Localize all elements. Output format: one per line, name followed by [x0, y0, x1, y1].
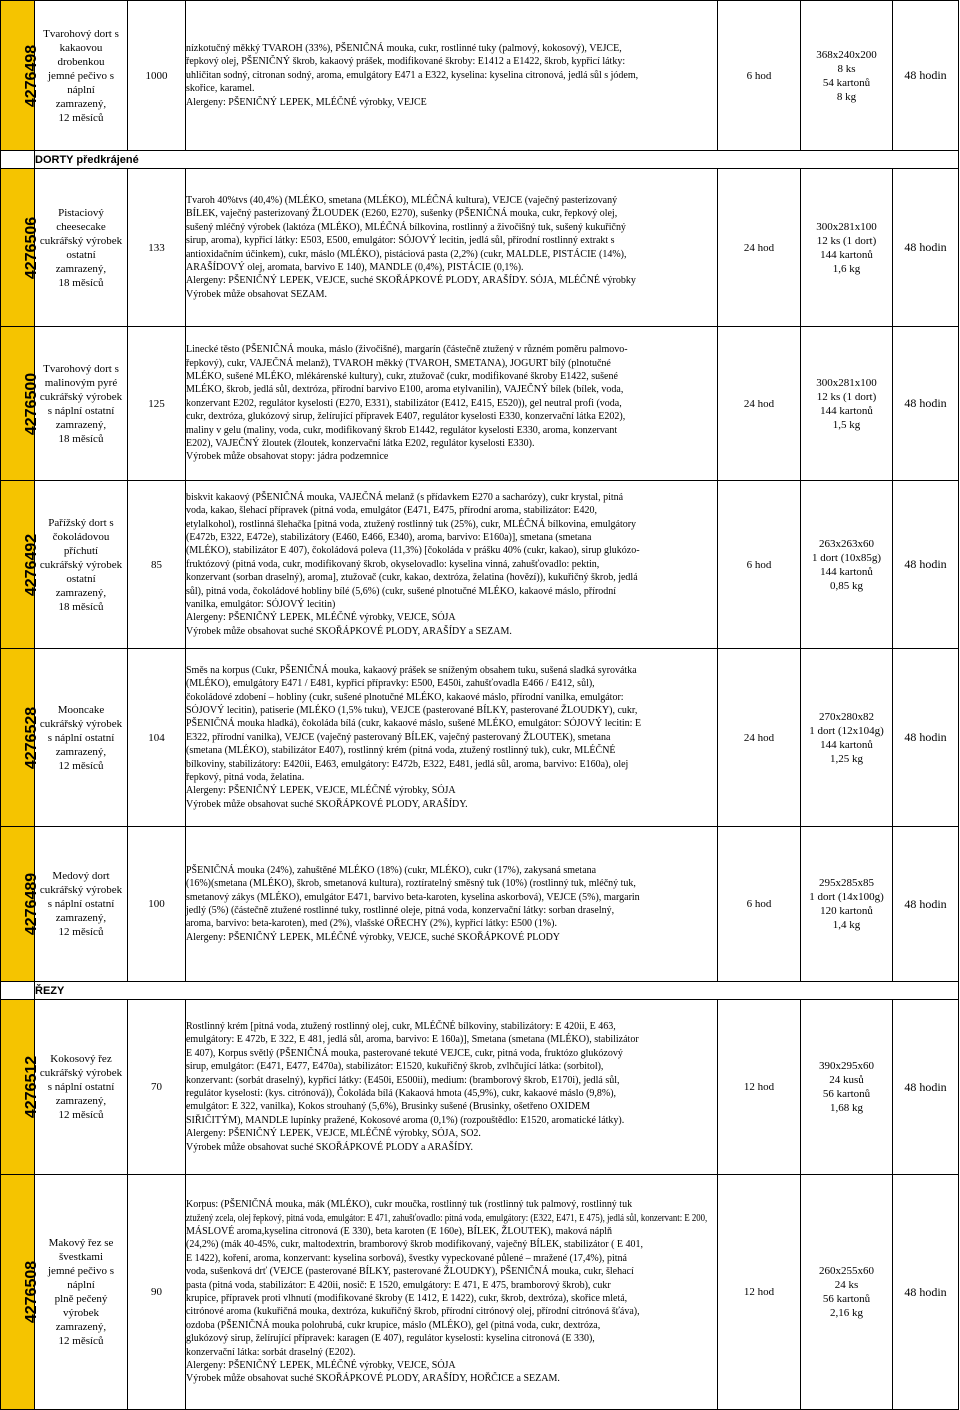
packaging-line: 8 kg	[836, 90, 857, 103]
ingredient-line: aroma, barvivo: beta-karoten), med (2%), vlašské OŘECHY (2%), kypřicí látky: E500 (1%).	[186, 918, 557, 930]
packaging-line: 12 ks (1 dort)	[816, 234, 877, 247]
product-code-cell	[1, 327, 41, 481]
ingredient-line: ARAŠÍDOVÝ olej, aromata, barvivo E 140), MANDLE (0,4%), PISTÁCIE (0,1%).	[186, 261, 524, 273]
product-name-line: švestkami	[59, 1251, 103, 1263]
ingredient-line: Směs na korpus (Cukr, PŠENIČNÁ mouka, kakaový prášek se sníženým obsahem tuku, sušená sladká syrovátka	[186, 664, 637, 676]
packaging-line: 1,4 kg	[832, 919, 861, 931]
ingredient-line: sirup, aroma), kypřicí látky: E503, E500, emulgátor: SÓJOVÝ lecitin, jedlá sůl, přírodní rostlinný extrakt s	[186, 235, 615, 247]
product-name-line: drobenkou	[57, 55, 105, 68]
product-name-line: 12 měsíců	[58, 926, 104, 938]
ingredient-line: Výrobek může obsahovat suché SKOŘÁPKOVÉ PLODY, ARAŠÍDY.	[186, 798, 468, 810]
ingredient-line: čokoládové zdobení – hobliny (cukr, sušené plnotučné MLÉKO, kakaové máslo, přírodní vanilka, emulgátor:	[186, 691, 624, 703]
product-name-line: zamrazený,	[55, 1321, 107, 1333]
product-row	[1, 169, 959, 327]
product-name-line: 12 měsíců	[58, 1335, 104, 1347]
packaging-info	[801, 827, 893, 982]
ingredient-line: E202), VAJEČNÝ žloutek (žloutek, konzervační látka E202, regulátor kyselosti E330).	[186, 438, 535, 450]
product-name-line: cukrářský výrobek	[39, 558, 123, 571]
packaging-line: 144 kartonů	[820, 404, 873, 417]
ingredient-line: E 1422), koření, aroma, konzervant: kyselina sorbová), švestky vypeckované půlené – mražené (17,4%), pitná	[186, 1252, 627, 1264]
ingredient-line: Alergeny: PŠENIČNÝ LEPEK, VEJCE, MLÉČNÉ výrobky, SÓJA, SO2.	[186, 1128, 481, 1140]
product-name-line: cukrářský výrobek	[39, 884, 123, 896]
product-name-line: zamrazený,	[55, 912, 107, 924]
ingredient-line: konzervant E202, regulátor kyselosti (E270, E331), stabilizátor (E412, E415, E520)), gel neutral profi (voda,	[186, 397, 622, 409]
product-code: 4276498	[23, 44, 41, 107]
ingredient-line: (24,2%) (mák 40-45%, cukr, maltodextrin, bramborový škrob modifikovaný, vaječný BÍLEK, stabilizátor ( E 401,	[186, 1239, 643, 1251]
ingredient-line: E322, přírodní vanilka), VEJCE (vaječný pasterovaný BÍLEK, vaječný pasterovaný ŽLOUTEK), smetana	[186, 731, 611, 743]
product-name-line: zamrazený,	[55, 745, 107, 758]
ingredient-line: Alergeny: PŠENIČNÝ LEPEK, MLÉČNÉ výrobky, VEJCE, suché SKOŘÁPKOVÉ PLODY	[186, 931, 561, 943]
packaging-line: 24 kusů	[829, 1074, 864, 1086]
product-name-line: 18 měsíců	[58, 276, 104, 289]
product-name-line: jemné pečivo s	[48, 1265, 114, 1277]
ingredient-line: (MLÉKO), emulgátory E471 / E481, kypřicí přípravky: E500, E450i, zahušťovadla E466 / E412, sůl),	[186, 678, 595, 690]
product-name-line: Makový řez se	[48, 1237, 114, 1249]
thaw-time: 12 hod	[718, 1175, 801, 1410]
product-name-line: ostatní	[66, 248, 96, 261]
product-name-line: zamrazený,	[55, 97, 107, 110]
ingredient-line: sušený mléčný výrobek (laktóza (MLÉKO), MLÉČNÁ bílkovina, rostlinný a živočišný tuk, sušený kukuřičný	[186, 221, 626, 233]
product-name-line: Pistaciový	[58, 206, 104, 219]
ingredient-line: Výrobek může obsahovat stopy: jádra podzemnice	[186, 451, 389, 463]
product-code-cell	[1, 481, 41, 649]
packaging-line: 2,16 kg	[830, 1307, 863, 1319]
thaw-time: 6 hod	[718, 827, 801, 982]
ingredient-line: skořice, karamel.	[186, 83, 255, 95]
packaging-line: 24 ks	[834, 1279, 859, 1291]
ingredient-line: fruktózový (pitná voda, cukr, modifikovaný škrob, okyselovadlo: kyselina vinná, zahušťovadlo: pektin,	[186, 558, 600, 570]
section-title: DORTY předkrájené	[35, 151, 959, 169]
expiry-after-thaw: 48 hodin	[893, 1175, 959, 1410]
product-name-line: cukrářský výrobek	[39, 390, 123, 403]
ingredient-line: PŠENIČNÁ mouka (24%), zahuštěné MLÉKO (18%) (cukr, MLÉKO), cukr (17%), zakysaná smetana	[186, 864, 597, 876]
product-row	[1, 649, 959, 827]
product-name-line: čokoládovou	[52, 530, 110, 543]
ingredient-line: Alergeny: PŠENIČNÝ LEPEK, MLÉČNÉ výrobky, VEJCE, SÓJA	[186, 1360, 456, 1372]
ingredient-line: voda, sušenková drť (VEJCE (pasterované BÍLKY, pasterované ŽLOUDKY), PŠENIČNÁ mouka, cukr, šlehací	[186, 1266, 634, 1278]
packaging-line: 12 ks (1 dort)	[816, 390, 877, 403]
ingredient-line: uhličitan sodný, citronan sodný, aroma, emulgátory E471 a E322, kyselina: kyselina citronová, jedlá sůl s jódem,	[186, 69, 639, 81]
product-name-line: Kokosový řez	[50, 1053, 112, 1065]
product-name-line: cukrářský výrobek	[39, 717, 123, 730]
ingredient-line: Rostlinný krém [pitná voda, ztužený rostlinný olej, cukr, MLÉČNÉ bílkoviny, stabilizátory: E 420ii, E 463,	[186, 1020, 616, 1032]
ingredient-line: E 407), Korpus světlý (PŠENIČNÁ mouka, pasterované tekuté VEJCE, cukr, pitná voda, fruktózo glukózový	[186, 1047, 623, 1059]
product-name	[35, 1000, 128, 1175]
ingredient-line: konzervant: (sorbát draselný), kypřicí látky: (E450i, E500ii), medium: (bramborový škrob, E170i), jedlá sůl,	[186, 1074, 620, 1086]
ingredient-line: regulátor kyselosti: (kys. citrónová)), Čokoláda bílá (Kakaová hmota (45,9%), cukr, kakaové máslo (9,8%),	[186, 1088, 617, 1099]
thaw-time: 24 hod	[718, 649, 801, 827]
section-row	[1, 982, 959, 1000]
product-weight: 70	[128, 1000, 186, 1175]
ingredient-line: bílkoviny, stabilizátory: E420ii, E463, emulgátory: E472b, E322, E481, jedlá sůl, aroma, barvivo: E160a), olej	[186, 758, 629, 770]
product-name-line: plně pečený	[54, 1293, 108, 1305]
ingredient-line: emulgátory: E 472b, E 322, E 481, jedlá sůl, aroma, barvivo: E 160a)], Smetana (smetana (MLÉKO), stabilizátor	[186, 1034, 639, 1046]
product-name-line: s náplní ostatní	[47, 898, 115, 910]
product-code: 4276508	[23, 1260, 41, 1324]
product-weight: 133	[128, 169, 186, 327]
packaging-line: 1 dort (12x104g)	[809, 724, 884, 737]
product-ingredients	[186, 1175, 718, 1410]
product-name	[35, 1, 128, 151]
product-name	[35, 169, 128, 327]
thaw-time: 12 hod	[718, 1000, 801, 1175]
product-name	[35, 481, 128, 649]
product-weight: 90	[128, 1175, 186, 1410]
packaging-line: 1,6 kg	[832, 262, 861, 275]
thaw-time: 24 hod	[718, 327, 801, 481]
product-ingredients	[186, 327, 718, 481]
ingredient-line: cukr, dextróza, glukózový sirup, želírující přípravek E407, regulátor kyselosti E330, konzervační látka E202),	[186, 411, 626, 423]
packaging-line: 56 kartonů	[822, 1293, 871, 1305]
product-name-line: zamrazený,	[55, 418, 107, 431]
product-name-line: jemné pečivo s	[48, 69, 114, 82]
ingredient-line: řepkový olej, PŠENIČNÝ škrob, kakaový prášek, modifikované škroby: E1412 a E1422, škrob, kypřicí látky:	[186, 56, 626, 68]
product-ingredients	[186, 649, 718, 827]
ingredient-line: řepkový), cukr, VAJEČNÁ melanž), TVAROH měkký (TVAROH, SMETANA), JOGURT bílý (plnotučné	[186, 357, 611, 369]
ingredient-line: BÍLEK, vaječný pasterizovaný ŽLOUDEK (E260, E270), sušenky (PŠENIČNÁ mouka, cukr, řepkový olej,	[186, 208, 618, 220]
product-weight: 1000	[128, 1, 186, 151]
expiry-after-thaw: 48 hodin	[893, 327, 959, 481]
packaging-line: 260x255x60	[819, 1265, 874, 1277]
product-name-line: Pařížský dort s	[48, 516, 114, 529]
ingredient-line: SIŘIČITÝM), MANDLE lupínky pražené, Kokosové aroma (0,1%) (rozpouštědlo: E1520, aromatické látky).	[186, 1114, 625, 1126]
ingredient-line: Alergeny: PŠENIČNÝ LEPEK, MLÉČNÉ výrobky, VEJCE, SÓJA	[186, 612, 456, 624]
product-name-line: Medový dort	[52, 870, 110, 882]
packaging-line: 144 kartonů	[820, 738, 873, 751]
product-ingredients	[186, 1, 718, 151]
product-code-cell	[1, 1175, 41, 1410]
product-code: 4276528	[23, 706, 41, 769]
ingredient-line: sůl), pitná voda, čokoládové hobliny bílé (5,6%) (cukr, sušené plnotučné MLÉKO, kakaové máslo, přírodní	[186, 585, 617, 597]
product-name-line: s náplní ostatní	[47, 731, 115, 744]
ingredient-line: (smetana (MLÉKO), stabilizátor E407), rostlinný krém (pitná voda, ztužený rostlinný tuk), cukr, MLÉČNÉ	[186, 745, 616, 757]
product-name-line: zamrazený,	[55, 1095, 107, 1107]
ingredient-line: maliny v gelu (maliny, voda, cukr, modifikovaný škrob E1442, regulátor kyselosti E330, aroma, konzervant	[186, 424, 618, 436]
product-name	[35, 1175, 128, 1410]
product-name-line: náplní	[67, 1279, 95, 1291]
ingredient-line: PŠENIČNÁ mouka hladká), čokoláda bílá (cukr, kakaové máslo, sušené MLÉKO, emulgátor: SÓJOVÝ lecitin: E	[186, 718, 642, 730]
product-name-line: cukrářský výrobek	[39, 1067, 123, 1079]
packaging-info	[801, 169, 893, 327]
product-name-line: Mooncake	[57, 703, 105, 716]
expiry-after-thaw: 48 hodin	[893, 481, 959, 649]
product-weight: 85	[128, 481, 186, 649]
ingredient-line: MÁSLOVÉ aroma,kyselina citronová (E 330), beta karoten (E 160e), BÍLEK, ŽLOUTEK), maková náplň	[186, 1225, 613, 1237]
ingredient-line: glukózový sirup, želírující přípravek: karagen (E 407), regulátor kyselosti: kyselina citronová (E 330),	[186, 1333, 595, 1345]
packaging-line: 144 kartonů	[820, 248, 873, 261]
ingredient-line: Korpus: (PŠENIČNÁ mouka, mák (MLÉKO), cukr moučka, rostlinný tuk (rostlinný tuk palmový, rostlinný tuk	[186, 1199, 633, 1211]
thaw-time: 6 hod	[718, 481, 801, 649]
packaging-line: 1,68 kg	[830, 1102, 863, 1114]
ingredient-line: (E472b, E322, E472e), stabilizátory (E460, E466, E340), aroma, barvivo: E160a)], smetana (smetana	[186, 531, 592, 543]
product-name-line: příchutí	[63, 544, 99, 557]
product-name-line: 12 měsíců	[58, 111, 104, 124]
thaw-time: 6 hod	[718, 1, 801, 151]
section-spacer	[1, 151, 35, 169]
ingredient-line: sirup, emulgátor: (E471, E477, E470a), stabilizátor: E1520, kukuřičný škrob, zvlhčující látka: (sorbitol),	[186, 1061, 604, 1073]
ingredient-line: emulgátor: E 322, vanilka), Kokos strouhaný (5,6%), Brusinky sušené (Brusinky, ošetřeno OXIDEM	[186, 1101, 591, 1113]
product-name-line: cheesecake	[56, 220, 106, 233]
product-name	[35, 827, 128, 982]
packaging-line: 120 kartonů	[820, 905, 873, 917]
product-name	[35, 649, 128, 827]
packaging-line: 54 kartonů	[822, 76, 871, 89]
product-name-line: malinovým pyré	[44, 376, 118, 389]
packaging-line: 295x285x85	[819, 877, 874, 889]
product-code-cell	[1, 1, 41, 151]
ingredient-line: Alergeny: PŠENIČNÝ LEPEK, MLÉČNÉ výrobky, VEJCE	[186, 96, 427, 108]
section-title: ŘEZY	[35, 982, 959, 1000]
packaging-line: 0,85 kg	[830, 579, 863, 592]
ingredient-line: Linecké těsto (PŠENIČNÁ mouka, máslo (živočišné), margarín (částečně ztužený v různém poměru palmovo-	[186, 344, 628, 356]
product-code-cell	[1, 1000, 41, 1175]
packaging-info	[801, 649, 893, 827]
product-table-body	[1, 1, 959, 1410]
ingredient-line: MLÉKO, škrob, jedlá sůl, dextróza, přírodní barvivo E100, aroma etylvanilin), VAJEČNÝ bílek (bílek, voda,	[186, 384, 624, 396]
product-weight: 125	[128, 327, 186, 481]
packaging-line: 8 ks	[837, 62, 856, 75]
ingredient-line: krupice, přípravek proti vlhnutí (modifikované škroby (E 1412, E 1422), cukr, škrob, dextróza), skořice mletá,	[186, 1293, 628, 1304]
expiry-after-thaw: 48 hodin	[893, 1000, 959, 1175]
ingredient-line: ozdoba (PŠENIČNÁ mouka polohrubá, cukr krupice, máslo (MLÉKO), gel (pitná voda, cukr, dextróza,	[186, 1319, 601, 1331]
thaw-time: 24 hod	[718, 169, 801, 327]
product-code-cell	[1, 169, 41, 327]
product-ingredients	[186, 1000, 718, 1175]
product-name-line: 12 měsíců	[58, 1109, 104, 1121]
expiry-after-thaw: 48 hodin	[893, 1, 959, 151]
ingredient-line: antioxidačním účinkem), cukr, máslo (MLÉKO), pistáciová pasta (2,2%) (cukr, MALDLE, PISTÁCIE (14%),	[186, 248, 627, 260]
packaging-line: 300x281x100	[816, 220, 877, 233]
packaging-line: 1,25 kg	[830, 752, 863, 765]
product-name-line: zamrazený,	[55, 262, 107, 275]
product-row	[1, 827, 959, 982]
product-code: 4276512	[23, 1055, 41, 1119]
product-name-line: cukrářský výrobek	[39, 234, 123, 247]
ingredient-line: voda, kakao, šlehací přípravek (pitná voda, emulgátor (E471, E475, přírodní aroma, stabilizátor: E420,	[186, 505, 598, 517]
ingredient-line: řepkový, pitná voda, želatina.	[186, 772, 305, 784]
packaging-info	[801, 1000, 893, 1175]
packaging-line: 1 dort (10x85g)	[811, 551, 882, 564]
product-row	[1, 1175, 959, 1410]
packaging-line: 56 kartonů	[822, 1088, 871, 1100]
product-code-cell	[1, 649, 41, 827]
ingredient-line: citrónové aroma (kukuřičná mouka, dextróza, kukuřičný škrob, přírodní citrónový olej, přírodní citrónová šťáva),	[186, 1306, 640, 1318]
product-name-line: 18 měsíců	[58, 432, 104, 445]
product-code: 4276492	[23, 533, 41, 596]
ingredient-line: Výrobek může obsahovat SEZAM.	[186, 288, 328, 300]
product-code-cell	[1, 827, 41, 982]
product-ingredients	[186, 827, 718, 982]
ingredient-line: MLÉKO, sušené MLÉKO, mlékárenské kultury), cukr, ztužovač (cukr, modifikované škroby E1422, sušené	[186, 370, 618, 382]
packaging-line: 1,5 kg	[832, 418, 861, 431]
ingredient-line: pasta (pitná voda, stabilizátor: E 420ii, nosič: E 1520, emulgátory: E 471, E 475, bramborový škrob), cukr	[186, 1279, 611, 1291]
ingredient-line: konzervant (sorban draselný), aroma], ztužovač (cukr, kakao, dextróza, želatina (hovězí)), kukuřičný škrob, jedlá	[186, 572, 638, 584]
packaging-info	[801, 327, 893, 481]
product-name	[35, 327, 128, 481]
expiry-after-thaw: 48 hodin	[893, 169, 959, 327]
section-row	[1, 151, 959, 169]
ingredient-line: SÓJOVÝ lecitin), patiserie (MLÉKO (1,5% tuku), VEJCE (pasterované BÍLKY, pasterované ŽLOUDKY), cukr,	[186, 704, 638, 716]
ingredient-line: (16%)(smetana (MLÉKO), škrob, smetanová kultura), roztíratelný směsný tuk (10%) (rostlinný tuk, mléčný tuk,	[186, 878, 636, 890]
packaging-line: 300x281x100	[816, 376, 877, 389]
product-name-line: náplní	[67, 83, 95, 96]
ingredient-line: smetanový zákys (MLÉKO), emulgátor E471, barvivo beta-karoten, kyselina askorbová), VEJCE (5%), margarin	[186, 891, 640, 903]
ingredient-line: konzervační látka: sorbát draselný (E202).	[186, 1346, 356, 1358]
product-row	[1, 1, 959, 151]
ingredient-line: (MLÉKO), stabilizátor E 407), čokoládová poleva (11,3%) [čokoláda v prášku 40% (cukr, kakao), sirup glukózo-	[186, 545, 640, 557]
expiry-after-thaw: 48 hodin	[893, 649, 959, 827]
ingredient-line: Výrobek může obsahovat suché SKOŘÁPKOVÉ PLODY, ARAŠÍDY a SEZAM.	[186, 625, 512, 637]
product-name-line: zamrazený,	[55, 586, 107, 599]
product-row	[1, 481, 959, 649]
section-spacer	[1, 982, 35, 1000]
ingredient-line: biskvit kakaový (PŠENIČNÁ mouka, VAJEČNÁ melanž (s přídavkem E270 a sacharózy), cukr krystal, pitná	[186, 491, 624, 503]
packaging-line: 390x295x60	[819, 1060, 874, 1072]
ingredient-line: nízkotučný měkký TVAROH (33%), PŠENIČNÁ mouka, cukr, rostlinné tuky (palmový, kokosový), VEJCE,	[186, 42, 622, 54]
product-ingredients	[186, 169, 718, 327]
product-name-line: 12 měsíců	[58, 759, 104, 772]
product-name-line: s náplní ostatní	[47, 1081, 115, 1093]
ingredient-line: Alergeny: PŠENIČNÝ LEPEK, VEJCE, suché SKOŘÁPKOVÉ PLODY, ARAŠÍDY. SÓJA, MLÉČNÉ výrobky	[186, 275, 636, 287]
ingredient-line: jedlý (5%) (částečně ztužené rostlinné tuky, rostlinné oleje, pitná voda, konzervační látky: sorban draselný,	[186, 905, 615, 916]
product-name-line: s náplní ostatní	[47, 404, 115, 417]
ingredient-line: etylalkohol), rostlinná šlehačka [pitná voda, ztužený rostlinný tuk (25%), cukr, MLÉČNÁ bílkovina, emulgátory	[186, 518, 637, 530]
packaging-line: 368x240x200	[816, 48, 877, 61]
packaging-line: 263x263x60	[819, 537, 874, 550]
ingredient-line: vanilka, emulgátor: SÓJOVÝ lecitin)	[186, 599, 336, 611]
ingredient-line: Výrobek může obsahovat suché SKOŘÁPKOVÉ PLODY a ARAŠÍDY.	[186, 1141, 474, 1153]
product-ingredients	[186, 481, 718, 649]
product-name-line: Tvarohový dort s	[43, 27, 119, 40]
ingredient-line: Tvaroh 40%tvs (40,4%) (MLÉKO, smetana (MLÉKO), MLÉČNÁ kultura), VEJCE (vaječný pasterizovaný	[186, 194, 618, 206]
product-name-line: kakaovou	[59, 41, 103, 54]
packaging-info	[801, 1175, 893, 1410]
product-name-line: 18 měsíců	[58, 600, 104, 613]
expiry-after-thaw: 48 hodin	[893, 827, 959, 982]
product-row	[1, 327, 959, 481]
packaging-info	[801, 1, 893, 151]
ingredient-line: Výrobek může obsahovat suché SKOŘÁPKOVÉ PLODY, ARAŠÍDY, HOŘČICE a SEZAM.	[186, 1373, 560, 1385]
packaging-info	[801, 481, 893, 649]
product-code: 4276506	[23, 216, 41, 279]
packaging-line: 270x280x82	[819, 710, 874, 723]
product-code: 4276500	[23, 372, 41, 435]
product-code: 4276489	[23, 872, 41, 936]
product-name-line: Tvarohový dort s	[43, 362, 119, 375]
product-row	[1, 1000, 959, 1175]
packaging-line: 1 dort (14x100g)	[809, 891, 884, 903]
packaging-line: 144 kartonů	[820, 565, 873, 578]
product-name-line: ostatní	[66, 572, 96, 585]
product-name-line: výrobek	[62, 1307, 100, 1319]
product-weight: 104	[128, 649, 186, 827]
ingredient-line: ztužený zcela, olej řepkový, pitná voda, emulgátor: E 471, zahušťovadlo: pitná voda, emulgátory: (E322, E471, E 475), jedlá sůl, konzervant: E 200,	[186, 1212, 708, 1224]
ingredient-line: Alergeny: PŠENIČNÝ LEPEK, VEJCE, MLÉČNÉ výrobky, SÓJA	[186, 785, 456, 797]
product-weight: 100	[128, 827, 186, 982]
